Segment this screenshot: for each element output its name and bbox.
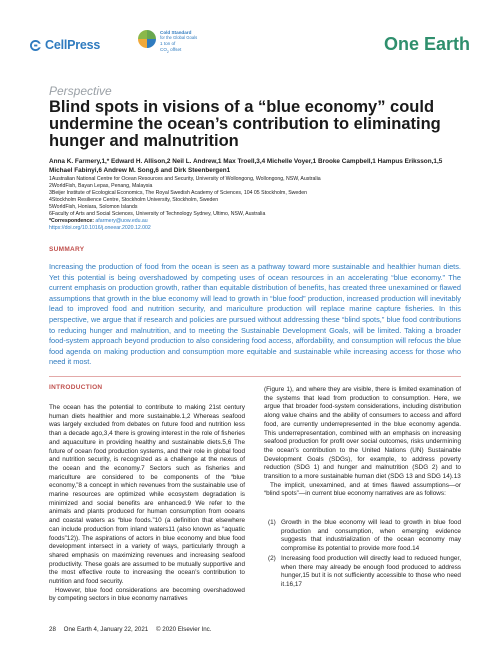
cold-standard-badge: [138, 30, 197, 55]
affiliation-3: 3Beijer Institute of Ecological Economics, The Royal Swedish Academy of Sciences, 104 05 Stockholm, Sweden: [49, 190, 307, 196]
doi-link[interactable]: https://doi.org/10.1016/j.oneear.2020.12.002: [49, 225, 151, 231]
introduction-heading: INTRODUCTION: [49, 384, 103, 391]
affiliation-5: 5WorldFish, Honiara, Solomon Islands: [49, 204, 138, 210]
list-item-text: Increasing food production will directly lead to reduced hunger, when there may already be enough food produced to address hunger,15 but it is not sufficiently accessible to those who need it.16,17: [281, 554, 461, 588]
page-number: 28: [49, 626, 56, 633]
summary-heading: SUMMARY: [49, 246, 85, 253]
section-divider: [49, 376, 461, 377]
journal-citation: One Earth 4, January 22, 2021: [63, 626, 149, 633]
intro-paragraph-3: (Figure 1), and where they are visible, there is limited examination of the systems that lead from production to consumption. Here, we argue that broader food-system considerations, including distribution along value chains and the ability of consumers to access and afford food, are currently underrepresented in the blue economy agenda. This underrepresentation, combined with an emphasis on increasing seafood production for profit over social outcomes, risks undermining the ocean’s contribution to the United Nations (UN) Sustainable Development Goals (SDGs), for example, to address poverty reduction (SDG 1) and hunger and malnutrition (SDG 2) and to transition to a more sustainable human diet (SDG 13 and SDG 14).13: [264, 386, 461, 481]
text-column-left: [49, 404, 245, 604]
page-footer: [49, 626, 217, 633]
badge-text: [160, 30, 197, 55]
correspondence-email-link[interactable]: afarmery@uow.edu.au: [95, 218, 148, 224]
blind-spots-list: [268, 519, 461, 591]
badge-line-2: for the Global Goals: [160, 35, 198, 40]
badge-offset: [160, 41, 197, 55]
copyright: © 2020 Elsevier Inc.: [155, 626, 212, 633]
journal-title[interactable]: One Earth: [383, 34, 470, 54]
list-item-text: Growth in the blue economy will lead to growth in blue food production and consumption, when emerging evidence suggests that industrialization of the ocean economy may compromise its potential to provide more food.14: [281, 519, 461, 553]
publisher-name: CellPress: [45, 38, 101, 52]
intro-paragraph-2: However, blue food considerations are becoming overshadowed by competing sectors in blue economy narratives: [49, 586, 245, 603]
badge-line-4: [160, 47, 197, 55]
article-type: Perspective: [49, 84, 112, 98]
badge-offset-word: offset: [168, 46, 182, 52]
summary-text: Increasing the production of food from the ocean is seen as a pathway toward more sustainable and healthier human diets. Yet this potential is being overshadowed by competing uses of ocean resources in an accelerating “blue economy.” The current emphasis on production growth, rather than equitable distribution of benefits, has created three unexamined or flawed assumptions that growth in the blue economy will lead to growth in “blue food” production, increased production will inevitably lead to improved food and nutrition security, and mariculture production will replace marine capture fisheries. In this perspective, we argue that if research and policies are pursued without addressing these “blind spots,” blue food contributions to reducing hunger and malnutrition, and to meeting the Sustainable Development Goals, will be limited. Taking a broader food-system approach beyond production to also considering food access, affordability, and consumption will refocus the blue food agenda on making production and consumption more equitable and sustainable while increasing access for those who need it most.: [49, 262, 461, 367]
author-list: Anna K. Farmery,1,* Edward H. Allison,2 Neil L. Andrew,1 Max Troell,3,4 Michelle Voyer,1 Brooke Campbell,1 Hampus Eriksson,1,5 Michael Fabinyi,6 Andrew M. Song,6 and Dirk Steenbergen1: [49, 158, 443, 174]
affiliation-4: 4Stockholm Resilience Centre, Stockholm University, Stockholm, Sweden: [49, 197, 219, 203]
badge-co: CO: [160, 46, 167, 52]
affiliation-2: 2WorldFish, Bayan Lepas, Penang, Malaysia: [49, 183, 153, 189]
list-item: [268, 519, 461, 554]
correspondence: [49, 218, 459, 225]
article-title: Blind spots in visions of a “blue economy” could undermine the ocean’s contribution to eliminating hunger and malnutrition: [49, 98, 441, 150]
global-goals-wheel-icon: [138, 30, 156, 48]
text-column-right: [264, 386, 461, 499]
intro-paragraph-4: The implicit, unexamined, and at times flawed assumptions—or “blind spots”—in current blue economy narratives are as follows:: [264, 481, 461, 498]
intro-paragraph-1: The ocean has the potential to contribute to making 21st century human diets healthier and more sustainable.1,2 Whereas seafood was largely excluded from debates on future food and nutrition less than a decade ago,3,4 there is growing interest in the role of fisheries and aquaculture in providing healthy and sustainable diets.5,6 The future of ocean food production systems, and their role in global food and nutrition security, is recognized as a challenge at the nexus of the ocean and the economy.7 Sectors such as fisheries and mariculture are considered to be components of the “blue economy,”8 a concept in which revenues from the sustainable use of marine resources are optimized while ecosystem degradation is minimized and social benefits are enhanced.9 We refer to the animals and plants produced for human consumption from oceans and coastal waters as “blue foods.”10 (a definition that elsewhere can include production from inland waters11 (also known as “aquatic foods”12)). The aspirations of actors in blue economy and blue food development intersect in a variety of ways, particularly through a shared emphasis on maximizing revenues and increasing seafood productivity. These goals are assumed to be mutually supportive and the most effective route to increasing the ocean’s contribution to nutrition and food security.: [49, 404, 245, 586]
badge-line-3: 1 ton of: [160, 41, 176, 46]
badge-line-1: Cold Standard: [160, 30, 192, 35]
affiliation-1: 1Australian National Centre for Ocean Resources and Security, University of Wollongong, Wollongong, NSW, Australia: [49, 176, 321, 182]
list-item-number: (2): [268, 554, 276, 562]
correspondence-label: *Correspondence:: [49, 218, 96, 224]
page-header: [0, 0, 500, 78]
list-item-number: (1): [268, 519, 276, 526]
badge-sub: 2: [166, 49, 169, 54]
affiliations: [49, 176, 459, 232]
cellpress-brand[interactable]: [30, 38, 100, 52]
cellpress-logo-icon: [30, 40, 41, 51]
affiliation-6: 6Faculty of Arts and Social Sciences, University of Technology Sydney, Ultimo, NSW, Australia: [49, 211, 266, 217]
list-item: [268, 555, 461, 590]
